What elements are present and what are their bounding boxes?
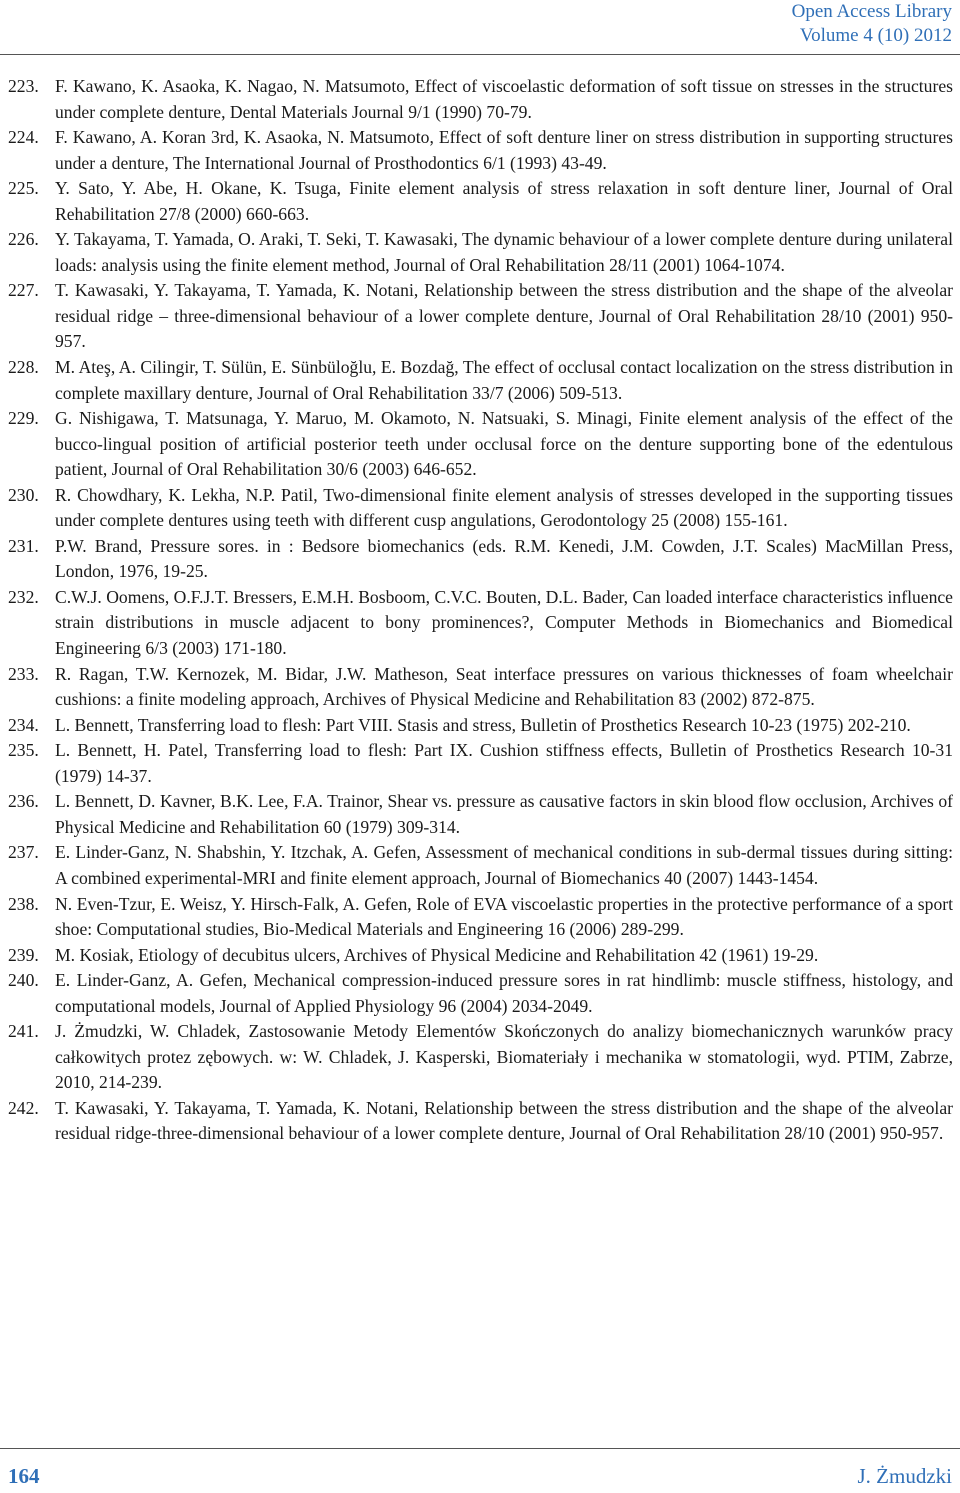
- reference-number: 233.: [8, 663, 39, 684]
- reference-text: T. Kawasaki, Y. Takayama, T. Yamada, K. Notani, Relationship between the stress distribution and the shape of the alveolar residual ridge-three-dimensional behaviour of a lower complete denture, Journal of Oral Rehabilitation 28/10 (2001) 950-957.: [55, 1097, 953, 1144]
- reference-text: L. Bennett, H. Patel, Transferring load to flesh: Part IX. Cushion stiffness effects, Bulletin of Prosthetics Research 10-31 (1979) 14-37.: [55, 740, 953, 786]
- reference-text: E. Linder-Ganz, N. Shabshin, Y. Itzchak, A. Gefen, Assessment of mechanical conditions in sub-dermal tissues during sitting: A combined experimental-MRI and finite element approach, Journal of Biomechanics 40 (2007) 1443-1454.: [55, 842, 953, 888]
- reference-text: R. Ragan, T.W. Kernozek, M. Bidar, J.W. Matheson, Seat interface pressures on various thicknesses of foam wheelchair cushions: a finite modeling approach, Archives of Physical Medicine and Rehabilitation 83 (2002) 872-875.: [55, 663, 953, 710]
- footer-divider: [0, 1448, 960, 1449]
- reference-number: 237.: [8, 842, 39, 863]
- reference-text: T. Kawasaki, Y. Takayama, T. Yamada, K. Notani, Relationship between the stress distribution and the shape of the alveolar residual ridge – three-dimensional behaviour of a lower complete denture, Journal of Oral Rehabilitation 28/10 (2001) 950-957.: [55, 280, 953, 352]
- reference-text: R. Chowdhary, K. Lekha, N.P. Patil, Two-dimensional finite element analysis of stresses developed in the supporting tissues under complete dentures using teeth with different cusp angulations, Gerodontology 25 (2008) 155-161.: [55, 484, 953, 531]
- reference-item: [8, 738, 953, 789]
- reference-number: 231.: [8, 535, 39, 556]
- reference-number: 225.: [8, 178, 39, 199]
- footer-author: J. Żmudzki: [857, 1464, 952, 1488]
- reference-number: 232.: [8, 586, 39, 607]
- reference-item: [8, 585, 953, 662]
- reference-number: 229.: [8, 408, 39, 429]
- reference-text: Y. Takayama, T. Yamada, O. Araki, T. Seki, T. Kawasaki, The dynamic behaviour of a lower complete denture during unilateral loads: analysis using the finite element method, Journal of Oral Rehabilitation 28/11 (2001) 1064-1074.: [55, 229, 953, 275]
- reference-item: [8, 968, 953, 1019]
- reference-text: F. Kawano, A. Koran 3rd, K. Asaoka, N. Matsumoto, Effect of soft denture liner on stress distribution in supporting structures under a denture, The International Journal of Prosthodontics 6/1 (1993) 43-49.: [55, 127, 953, 173]
- reference-number: 238.: [8, 893, 39, 914]
- reference-item: [8, 534, 953, 585]
- reference-text: L. Bennett, D. Kavner, B.K. Lee, F.A. Trainor, Shear vs. pressure as causative factors in skin blood flow occlusion, Archives of Physical Medicine and Rehabilitation 60 (1979) 309-314.: [55, 791, 953, 837]
- page-number: 164: [8, 1464, 40, 1488]
- reference-number: 228.: [8, 357, 39, 378]
- reference-text: L. Bennett, Transferring load to flesh: Part VIII. Stasis and stress, Bulletin of Prosthetics Research 10-23 (1975) 202-210.: [55, 714, 911, 735]
- reference-number: 230.: [8, 484, 39, 505]
- reference-item: [8, 1096, 953, 1147]
- reference-number: 239.: [8, 944, 39, 965]
- reference-item: [8, 483, 953, 534]
- reference-item: [8, 227, 953, 278]
- reference-text: M. Ateş, A. Cilingir, T. Sülün, E. Sünbüloğlu, E. Bozdağ, The effect of occlusal contact localization on the stress distribution in complete maxillary denture, Journal of Oral Rehabilitation 33/7 (2006) 509-513.: [55, 357, 953, 403]
- reference-number: 227.: [8, 280, 39, 301]
- reference-text: P.W. Brand, Pressure sores. in : Bedsore biomechanics (eds. R.M. Kenedi, J.M. Cowden, J.T. Scales) MacMillan Press, London, 1976, 19-25.: [55, 535, 953, 582]
- journal-name: Open Access Library: [791, 1, 952, 22]
- reference-number: 242.: [8, 1097, 39, 1118]
- reference-item: [8, 355, 953, 406]
- reference-item: [8, 840, 953, 891]
- reference-number: 234.: [8, 714, 39, 735]
- header-divider: [0, 54, 960, 55]
- page-header: [792, 0, 952, 48]
- reference-item: [8, 943, 953, 969]
- reference-list: [8, 74, 953, 1147]
- reference-item: [8, 662, 953, 713]
- reference-number: 226.: [8, 229, 39, 250]
- reference-item: [8, 892, 953, 943]
- reference-item: [8, 74, 953, 125]
- reference-number: 240.: [8, 970, 39, 991]
- reference-number: 241.: [8, 1021, 39, 1042]
- reference-item: [8, 406, 953, 483]
- reference-item: [8, 176, 953, 227]
- reference-number: 224.: [8, 127, 39, 148]
- reference-number: 235.: [8, 740, 39, 761]
- reference-text: G. Nishigawa, T. Matsunaga, Y. Maruo, M. Okamoto, N. Natsuaki, S. Minagi, Finite element analysis of the effect of the bucco-lingual position of artificial posterior teeth under occlusal force on the denture supporting bone of the edentulous patient, Journal of Oral Rehabilitation 30/6 (2003) 646-652.: [55, 408, 953, 480]
- reference-item: [8, 1019, 953, 1096]
- journal-volume: Volume 4 (10) 2012: [799, 25, 952, 46]
- reference-text: N. Even-Tzur, E. Weisz, Y. Hirsch-Falk, A. Gefen, Role of EVA viscoelastic properties in the protective performance of a sport shoe: Computational studies, Bio-Medical Materials and Engineering 16 (2006) 289-299.: [55, 893, 953, 940]
- reference-text: M. Kosiak, Etiology of decubitus ulcers, Archives of Physical Medicine and Rehabilitation 42 (1961) 19-29.: [55, 944, 819, 965]
- reference-number: 236.: [8, 791, 39, 812]
- reference-text: J. Żmudzki, W. Chladek, Zastosowanie Metody Elementów Skończonych do analizy biomechanicznych warunków pracy całkowitych protez zębowych. w: W. Chladek, J. Kasperski, Biomateriały i mechanika w stomatologii, wyd. PTIM, Zabrze, 2010, 214-239.: [55, 1021, 953, 1093]
- reference-item: [8, 713, 953, 739]
- reference-text: F. Kawano, K. Asaoka, K. Nagao, N. Matsumoto, Effect of viscoelastic deformation of soft tissue on stresses in the structures under complete denture, Dental Materials Journal 9/1 (1990) 70-79.: [55, 76, 953, 122]
- reference-number: 223.: [8, 76, 39, 96]
- reference-item: [8, 789, 953, 840]
- reference-item: [8, 278, 953, 355]
- reference-text: C.W.J. Oomens, O.F.J.T. Bressers, E.M.H. Bosboom, C.V.C. Bouten, D.L. Bader, Can loaded interface characteristics influence strain distributions in muscle adjacent to bony prominences?, Computer Methods in Biomechanics and Biomedical Engineering 6/3 (2003) 171-180.: [55, 586, 953, 659]
- reference-text: E. Linder-Ganz, A. Gefen, Mechanical compression-induced pressure sores in rat hindlimb: muscle stiffness, histology, and computational models, Journal of Applied Physiology 96 (2004) 2034-2049.: [55, 970, 953, 1016]
- reference-item: [8, 125, 953, 176]
- reference-text: Y. Sato, Y. Abe, H. Okane, K. Tsuga, Finite element analysis of stress relaxation in soft denture liner, Journal of Oral Rehabilitation 27/8 (2000) 660-663.: [55, 178, 953, 224]
